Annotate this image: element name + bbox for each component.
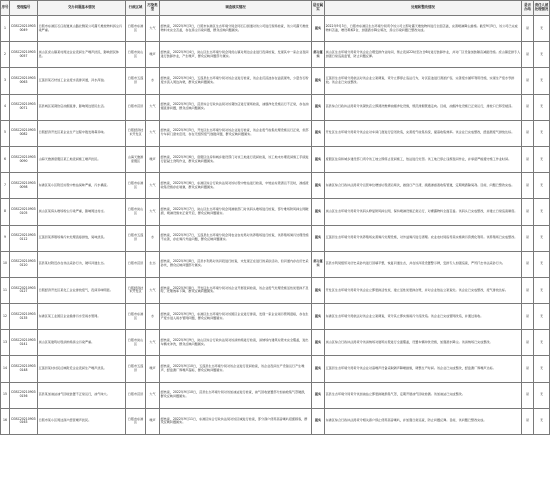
pollution-type: 大气 xyxy=(146,16,160,42)
verified-status: 属实 xyxy=(312,330,325,356)
case-id: D3SC202109030049 xyxy=(10,16,38,42)
verified-status: 属实 xyxy=(312,382,325,408)
region: 日照市岚山区 xyxy=(126,330,146,356)
handling-text: 开发区生态环境分局责令该企业对车间门窗进行密闭改造，完善废气收集系统，提高收集效率。该企业已完成整改，经监测废气排放达标。 xyxy=(325,120,522,146)
pollution-type: 大气 xyxy=(146,120,160,146)
table-row xyxy=(1,146,550,172)
completion-status: 是 xyxy=(522,225,534,251)
table-row xyxy=(1,382,550,408)
handling-text: 莒县综合行政执法局责令该餐饮店立即清洗维修油烟净化设施，规范排烟管道走向。目前，油烟净化设施已正常运行，排放口已移至楼顶。 xyxy=(325,94,522,120)
handling-text: 岚山区生态环境分局责令该码头修复防风抑尘网，保持喷淋设施正常运行，对裸露物料全面苫盖。该码头已完成整改，并建立日常巡查制度。 xyxy=(325,199,522,225)
pollution-type: 大气 xyxy=(146,382,160,408)
row-number: 4 xyxy=(1,94,10,120)
case-id: D3SC202109030135 xyxy=(10,304,38,330)
verified-status: 属实 xyxy=(312,94,325,120)
accountability: 无 xyxy=(534,251,550,277)
completion-status: 是 xyxy=(522,94,534,120)
row-number: 5 xyxy=(1,120,10,146)
region: 日照市莒县 xyxy=(126,251,146,277)
region: 日照市岚山区 xyxy=(126,199,146,225)
table-row xyxy=(1,408,550,434)
completion-status: 是 xyxy=(522,277,534,303)
finding-text: 经核查，2022年9月3日，日照市东港区生态环境分局会同石臼街道对该公司进行现场检查，该公司露天堆放物料未完全苫盖，存在扬尘污染问题，群众反映问题属实。 xyxy=(160,16,312,42)
accountability: 无 xyxy=(534,68,550,94)
finding-text: 经核查，2022年9月7日，岚山区生态环境分局会同港航部门对该码头堆场进行检查，部分堆场防风抑尘网破损，喷淋设施未正常开启，群众反映问题属实。 xyxy=(160,199,312,225)
accountability: 无 xyxy=(534,330,550,356)
header-people: 责任人被处理情况 xyxy=(534,1,550,16)
issue-text: 日照市某小区周边商户经营噪声扰民。 xyxy=(38,408,126,434)
accountability: 无 xyxy=(534,304,550,330)
pollution-type: 水 xyxy=(146,225,160,251)
header-type: 污染类型 xyxy=(146,1,160,16)
verified-status: 属实 xyxy=(312,277,325,303)
accountability: 无 xyxy=(534,199,550,225)
region: 日照市五莲县 xyxy=(126,356,146,382)
accountability: 无 xyxy=(534,42,550,68)
table-row xyxy=(1,16,550,42)
case-id: D3SC202109030071 xyxy=(10,94,38,120)
case-id: D3SC202109030105 xyxy=(10,199,38,225)
verified-status: 属实 xyxy=(312,120,325,146)
completion-status: 是 xyxy=(522,330,534,356)
table-row xyxy=(1,94,550,120)
finding-text: 经核查，2022年9月10日，莒县生态环境分局对该加油站进行检查，油气回收装置部分加油枪集气罩破损，群众反映问题属实。 xyxy=(160,382,312,408)
issue-text: 岚山区虎山镇某村周边企业夜间生产噪声扰民，影响居民休息。 xyxy=(38,42,126,68)
header-done: 是否办结 xyxy=(522,1,534,16)
pollution-type: 水 xyxy=(146,304,160,330)
header-finding: 调查核实情况 xyxy=(160,1,312,16)
handling-text: 度假区住房和城乡建设部门责令该工地立即停止夜间施工，依法进行处罚。该工地已停止违规夜间作业，并承诺严格遵守施工作业时间。 xyxy=(325,146,522,172)
completion-status: 是 xyxy=(522,68,534,94)
row-number: 15 xyxy=(1,382,10,408)
issue-text: 东港区某小区附近垃圾中转站臭味严重，污水横流。 xyxy=(38,173,126,199)
region: 日照经济技术开发区 xyxy=(126,277,146,303)
completion-status: 是 xyxy=(522,16,534,42)
finding-text: 经核查，2022年9月8日，开发区生态环境分局对该企业开展夜间检查，该企业废气处理设施活性炭更换不及时，处理效率下降，群众反映问题属实。 xyxy=(160,277,312,303)
row-number: 12 xyxy=(1,304,10,330)
verified-status: 属实 xyxy=(312,16,325,42)
row-number: 11 xyxy=(1,277,10,303)
issue-text: 五莲县某石材加工企业废水直排河道，河水浑浊。 xyxy=(38,68,126,94)
handling-text: 五莲县生态环境分局依法对该企业立案调查，责令立即停止违法行为，对沉淀池进行清淤扩容，完善废水循环利用设施，实现生产废水零排放。该企业已完成整改。 xyxy=(325,68,522,94)
region: 日照市莒县 xyxy=(126,94,146,120)
issue-text: 日照市东港区石臼街道岚山路北侧某公司露天堆放物料扬尘污染严重。 xyxy=(38,16,126,42)
finding-text: 经核查，2022年9月5日，莒县综合行政执法局对该餐饮店进行现场检查，油烟净化设施运行不正常，存在油烟直排问题，群众反映问题属实。 xyxy=(160,94,312,120)
verified-status: 属实 xyxy=(312,225,325,251)
issue-text: 山海天旅游度假区某工地夜间施工噪声扰民。 xyxy=(38,146,126,172)
region: 日照市东港区 xyxy=(126,304,146,330)
header-id: 受理编号 xyxy=(10,1,38,16)
completion-status: 是 xyxy=(522,146,534,172)
region: 日照市东港区 xyxy=(126,173,146,199)
pollution-type: 噪声 xyxy=(146,356,160,382)
completion-status: 是 xyxy=(522,173,534,199)
row-number: 7 xyxy=(1,173,10,199)
handling-text: 2022年9月3日，日照市东港区生态环境分局责令该公司立即对露天堆放物料进行全面苫盖，完善喷淋降尘措施。截至9月5日，该公司已完成物料苫盖，增设雾炮2台，加强洒水降尘频次，扬尘污染问题已整改完成。 xyxy=(325,16,522,42)
accountability: 无 xyxy=(534,408,550,434)
verified-status: 属实 xyxy=(312,408,325,434)
case-id: D3SC202109030112 xyxy=(10,225,38,251)
finding-text: 经核查，2022年9月6日，度假区住房和城乡建设部门对该工地进行夜间检查，该工地未办理夜间施工手续进行混凝土浇筑作业，群众反映问题属实。 xyxy=(160,146,312,172)
handling-text: 莒县水利局组织对历史采砂坑进行回填平整，恢复河道生态，并在该河段设置警示牌，安排专人加强巡查，严厉打击非法采砂行为。 xyxy=(325,251,522,277)
verified-status: 部分属实 xyxy=(312,251,325,277)
finding-text: 经核查，2022年9月9日，东港区生态环境分局对该园区企业进行排查，发现一家企业雨污管网混接，存在生产废水进入雨水管网问题，群众反映问题属实。 xyxy=(160,304,312,330)
finding-text: 经核查，2022年9月7日，五莲县生态环境分局会同农业农村局对该养殖场进行检查，该养殖场粪污处理设施不完善，存在粪污外溢问题，群众反映问题属实。 xyxy=(160,225,312,251)
pollution-type: 噪声 xyxy=(146,146,160,172)
handling-text: 五莲县生态环境分局责令该企业对高噪声设备采取隔声降噪措施，调整生产时间。该企业已完成整改，经监测厂界噪声达标。 xyxy=(325,356,522,382)
case-id: D3SC202109030090 xyxy=(10,146,38,172)
region: 日照市东港区 xyxy=(126,408,146,434)
region: 日照市莒县 xyxy=(126,382,146,408)
accountability: 无 xyxy=(534,277,550,303)
header-no: 序号 xyxy=(1,1,10,16)
table-row xyxy=(1,225,550,251)
accountability: 无 xyxy=(534,120,550,146)
handling-text: 岚山区生态环境分局责令该企业合理安排作业时间，禁止夜间22时至次日6时进行装卸作业，并对厂区设备加装隔音减振设施。虎山镇安排专人加强日常巡查监管，防止问题反弹。 xyxy=(325,42,522,68)
case-id: D3SC202109030063 xyxy=(10,68,38,94)
verified-status: 部分属实 xyxy=(312,42,325,68)
verified-status: 属实 xyxy=(312,146,325,172)
region: 日照市五莲县 xyxy=(126,225,146,251)
table-row xyxy=(1,120,550,146)
row-number: 8 xyxy=(1,199,10,225)
handling-text: 东港区综合行政执法局责令运营单位增加垃圾清运频次，做到日产日清，疏通渗滤液收集管道，定期喷洒除臭剂。目前，问题已整改完成。 xyxy=(325,173,522,199)
issue-text: 五莲县某养殖场粪污未处理直接排放，臭味扰民。 xyxy=(38,225,126,251)
row-number: 16 xyxy=(1,408,10,434)
finding-text: 经核查，2022年9月5日，开发区生态环境分局对该企业进行检查，该企业废气收集处理设施运行正常，但部分车间门窗未密闭，存在无组织废气逸散问题，群众反映问题属实。 xyxy=(160,120,312,146)
table-row xyxy=(1,173,550,199)
row-number: 14 xyxy=(1,356,10,382)
finding-text: 经核查，2022年9月4日，岚山区生态环境分局会同虎山镇对周边企业进行夜间检查，发现其中一家企业夜间进行装卸作业，产生噪声，群众反映问题部分属实。 xyxy=(160,42,312,68)
table-row xyxy=(1,42,550,68)
pollution-type: 大气 xyxy=(146,277,160,303)
case-id: D3SC202109030127 xyxy=(10,277,38,303)
completion-status: 是 xyxy=(522,382,534,408)
handling-text: 开发区生态环境分局责令该企业立即更换活性炭，建立活性炭更换台账，并对企业依法立案查处。该企业已完成整改，废气排放达标。 xyxy=(325,277,522,303)
header-issue: 交办问题基本情况 xyxy=(38,1,126,16)
region: 日照经济技术开发区 xyxy=(126,120,146,146)
finding-text: 经核查，2022年9月6日，东港区综合行政执法局对该垃圾中转站进行检查，中转站垃圾清运不及时，渗滤液收集设施存在堵塞，群众反映问题属实。 xyxy=(160,173,312,199)
issue-text: 莒县某村附近存在非法采砂行为，破坏河道生态。 xyxy=(38,251,126,277)
finding-text: 经核查，2022年9月10日，五莲县生态环境分局对该企业进行夜间检查，该企业夜间生产设备运行产生噪声，经监测厂界噪声超标，群众反映问题属实。 xyxy=(160,356,312,382)
table-row xyxy=(1,68,550,94)
finding-text: 经核查，2022年9月9日，岚山区综合行政执法局对该消纳场进行检查，消纳场内建筑垃圾未完全覆盖，进出车辆未冲洗，群众反映问题属实。 xyxy=(160,330,312,356)
issue-text: 东港区某工业园区企业偷排污水至雨水管网。 xyxy=(38,304,126,330)
issue-text: 岚山区某建筑垃圾消纳场扬尘污染严重。 xyxy=(38,330,126,356)
issue-text: 莒县某加油站油气回收装置不正常运行，油气味大。 xyxy=(38,382,126,408)
case-id: D3SC202109030082 xyxy=(10,120,38,146)
accountability: 无 xyxy=(534,356,550,382)
issue-text: 日照经济开发区某企业生产过程中散发刺鼻异味。 xyxy=(38,120,126,146)
accountability: 无 xyxy=(534,16,550,42)
completion-status: 是 xyxy=(522,251,534,277)
row-number: 10 xyxy=(1,251,10,277)
pollution-type: 大气 xyxy=(146,94,160,120)
region: 山海天旅游度假区 xyxy=(126,146,146,172)
issue-text: 日照经济开发区某化工企业排放废气，夜间异味明显。 xyxy=(38,277,126,303)
table-row xyxy=(1,277,550,303)
row-number: 2 xyxy=(1,42,10,68)
pollution-type: 大气 xyxy=(146,173,160,199)
table-row xyxy=(1,304,550,330)
row-number: 9 xyxy=(1,225,10,251)
accountability: 无 xyxy=(534,382,550,408)
table-row xyxy=(1,356,550,382)
case-id: D3SC202109030057 xyxy=(10,42,38,68)
verified-status: 属实 xyxy=(312,173,325,199)
handling-text: 五莲县生态环境分局责令该养殖场完善粪污处理设施，对外溢粪污进行清理。农业农村局指导其实施粪污资源化利用。该养殖场已完成整改。 xyxy=(325,225,522,251)
pollution-type: 大气 xyxy=(146,199,160,225)
handling-text: 岚山区综合行政执法局责令该消纳场对建筑垃圾进行全面覆盖，设置车辆冲洗设施，加强洒水降尘。该消纳场已完成整改。 xyxy=(325,330,522,356)
pollution-type: 生态 xyxy=(146,251,160,277)
finding-text: 经核查，2022年9月4日，五莲县生态环境分局对该企业进行检查，该企业沉淀池存在溢流现象，少量含石粉废水流入周边沟渠，群众反映问题属实。 xyxy=(160,68,312,94)
case-id: D3SC202109030148 xyxy=(10,356,38,382)
completion-status: 是 xyxy=(522,356,534,382)
case-id: D3SC202109030098 xyxy=(10,173,38,199)
accountability: 无 xyxy=(534,225,550,251)
table-row xyxy=(1,199,550,225)
issue-text: 莒县城区某餐饮店油烟直排，影响周边居民生活。 xyxy=(38,94,126,120)
finding-text: 经核查，2022年9月11日，东港区综合行政执法局对该区域进行检查，部分商户使用高音喇叭招揽顾客，群众反映问题属实。 xyxy=(160,408,312,434)
pollution-type: 噪声 xyxy=(146,42,160,68)
verified-status: 属实 xyxy=(312,304,325,330)
accountability: 无 xyxy=(534,173,550,199)
handling-text: 莒县生态环境分局责令该加油站立即更换破损集气罩，定期开展油气回收检测。该加油站已完成整改。 xyxy=(325,382,522,408)
completion-status: 是 xyxy=(522,42,534,68)
verified-status: 属实 xyxy=(312,356,325,382)
header-handling: 处理和整改情况 xyxy=(325,1,522,16)
finding-text: 经核查，2022年9月8日，莒县水利局对该河段进行检查，未发现正在进行的采砂活动，但河道内存在历史采砂坑，群众反映问题部分属实。 xyxy=(160,251,312,277)
pollution-type: 水 xyxy=(146,68,160,94)
header-true: 是否属实 xyxy=(312,1,325,16)
pollution-type: 噪声 xyxy=(146,408,160,434)
verified-status: 属实 xyxy=(312,199,325,225)
case-id: D3SC202109030141 xyxy=(10,330,38,356)
row-number: 6 xyxy=(1,146,10,172)
completion-status: 是 xyxy=(522,120,534,146)
case-id: D3SC202109030163 xyxy=(10,408,38,434)
verified-status: 属实 xyxy=(312,68,325,94)
case-id: D3SC202109030156 xyxy=(10,382,38,408)
issue-text: 岚山区某码头堆场粉尘污染严重，影响周边村庄。 xyxy=(38,199,126,225)
region: 日照市东港区 xyxy=(126,16,146,42)
handling-text: 东港区综合行政执法局责令相关商户停止使用高音喇叭，并加强日常巡查，防止问题反弹。目前，该问题已整改完成。 xyxy=(325,408,522,434)
handling-text: 东港区生态环境分局依法对该企业立案调查，责令其立即实施雨污分流改造。该企业已完成管网改造，并通过验收。 xyxy=(325,304,522,330)
row-number: 3 xyxy=(1,68,10,94)
region: 日照市岚山区 xyxy=(126,42,146,68)
header-region: 行政区域 xyxy=(126,1,146,16)
completion-status: 是 xyxy=(522,199,534,225)
row-number: 1 xyxy=(1,16,10,42)
accountability: 无 xyxy=(534,146,550,172)
pollution-type: 大气 xyxy=(146,330,160,356)
case-id: D3SC202109030120 xyxy=(10,251,38,277)
row-number: 13 xyxy=(1,330,10,356)
table-row xyxy=(1,251,550,277)
completion-status: 是 xyxy=(522,304,534,330)
header-row xyxy=(1,1,550,16)
issue-text: 五莲县某村村民反映附近企业夜间生产噪声扰民。 xyxy=(38,356,126,382)
region: 日照市五莲县 xyxy=(126,68,146,94)
completion-status: 是 xyxy=(522,408,534,434)
table-row xyxy=(1,330,550,356)
accountability: 无 xyxy=(534,94,550,120)
